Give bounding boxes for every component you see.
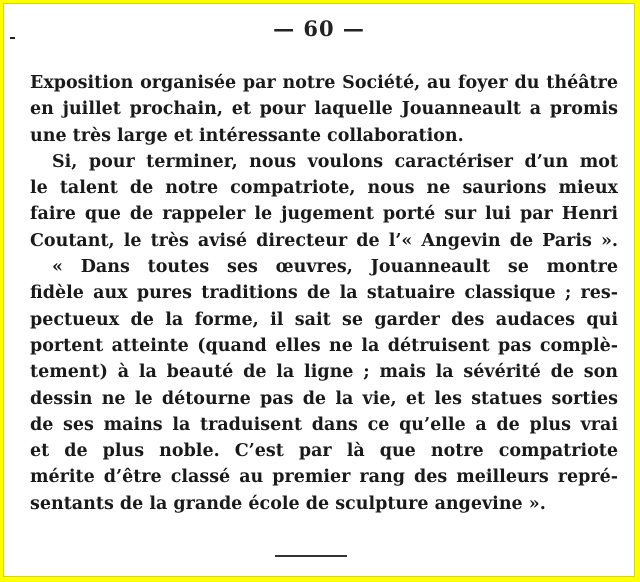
text-line: le talent de notre compatriote, nous ne saurions mieux: [30, 178, 618, 199]
book-page: [3, 3, 635, 577]
text-line: en juillet prochain, et pour laquelle Jouanneault a promis: [30, 99, 618, 120]
text-line: Coutant, le très avisé directeur de l’« Angevin de Paris ».: [30, 230, 618, 251]
text-line: fidèle aux pures traditions de la statuaire classique ; res-: [30, 283, 618, 304]
text-line: et de plus noble. C’est par là que notre compatriote: [30, 441, 618, 462]
page-body: [30, 70, 618, 517]
text-line: portent atteinte (quand elles ne la détruisent pas complè-: [30, 335, 618, 356]
text-line: de ses mains la traduisent dans ce qu’elle a de plus vrai: [30, 414, 618, 435]
text-line: sentants de la grande école de sculpture angevine ».: [30, 493, 546, 514]
text-line: faire que de rappeler le jugement porté sur lui par Henri: [30, 204, 618, 225]
page-number: — 60 —: [273, 16, 365, 41]
text-line: une très large et intéressante collaboration.: [30, 125, 464, 146]
text-line: mérite d’être classé au premier rang des meilleurs repré-: [30, 467, 618, 488]
text-line: dessin ne le détourne pas de la vie, et les statues sorties: [30, 388, 618, 409]
text-line: Exposition organisée par notre Société, au foyer du théâtre: [30, 73, 618, 93]
text-line: « Dans toutes ses œuvres, Jouanneault se montre: [52, 257, 618, 278]
text-line: pectueux de la forme, il sait se garder des audaces qui: [30, 309, 618, 330]
end-rule: [275, 555, 347, 557]
text-line: tement) à la beauté de la ligne ; mais la sévérité de son: [30, 362, 618, 383]
text-line: Si, pour terminer, nous voulons caractériser d’un mot: [52, 151, 618, 172]
